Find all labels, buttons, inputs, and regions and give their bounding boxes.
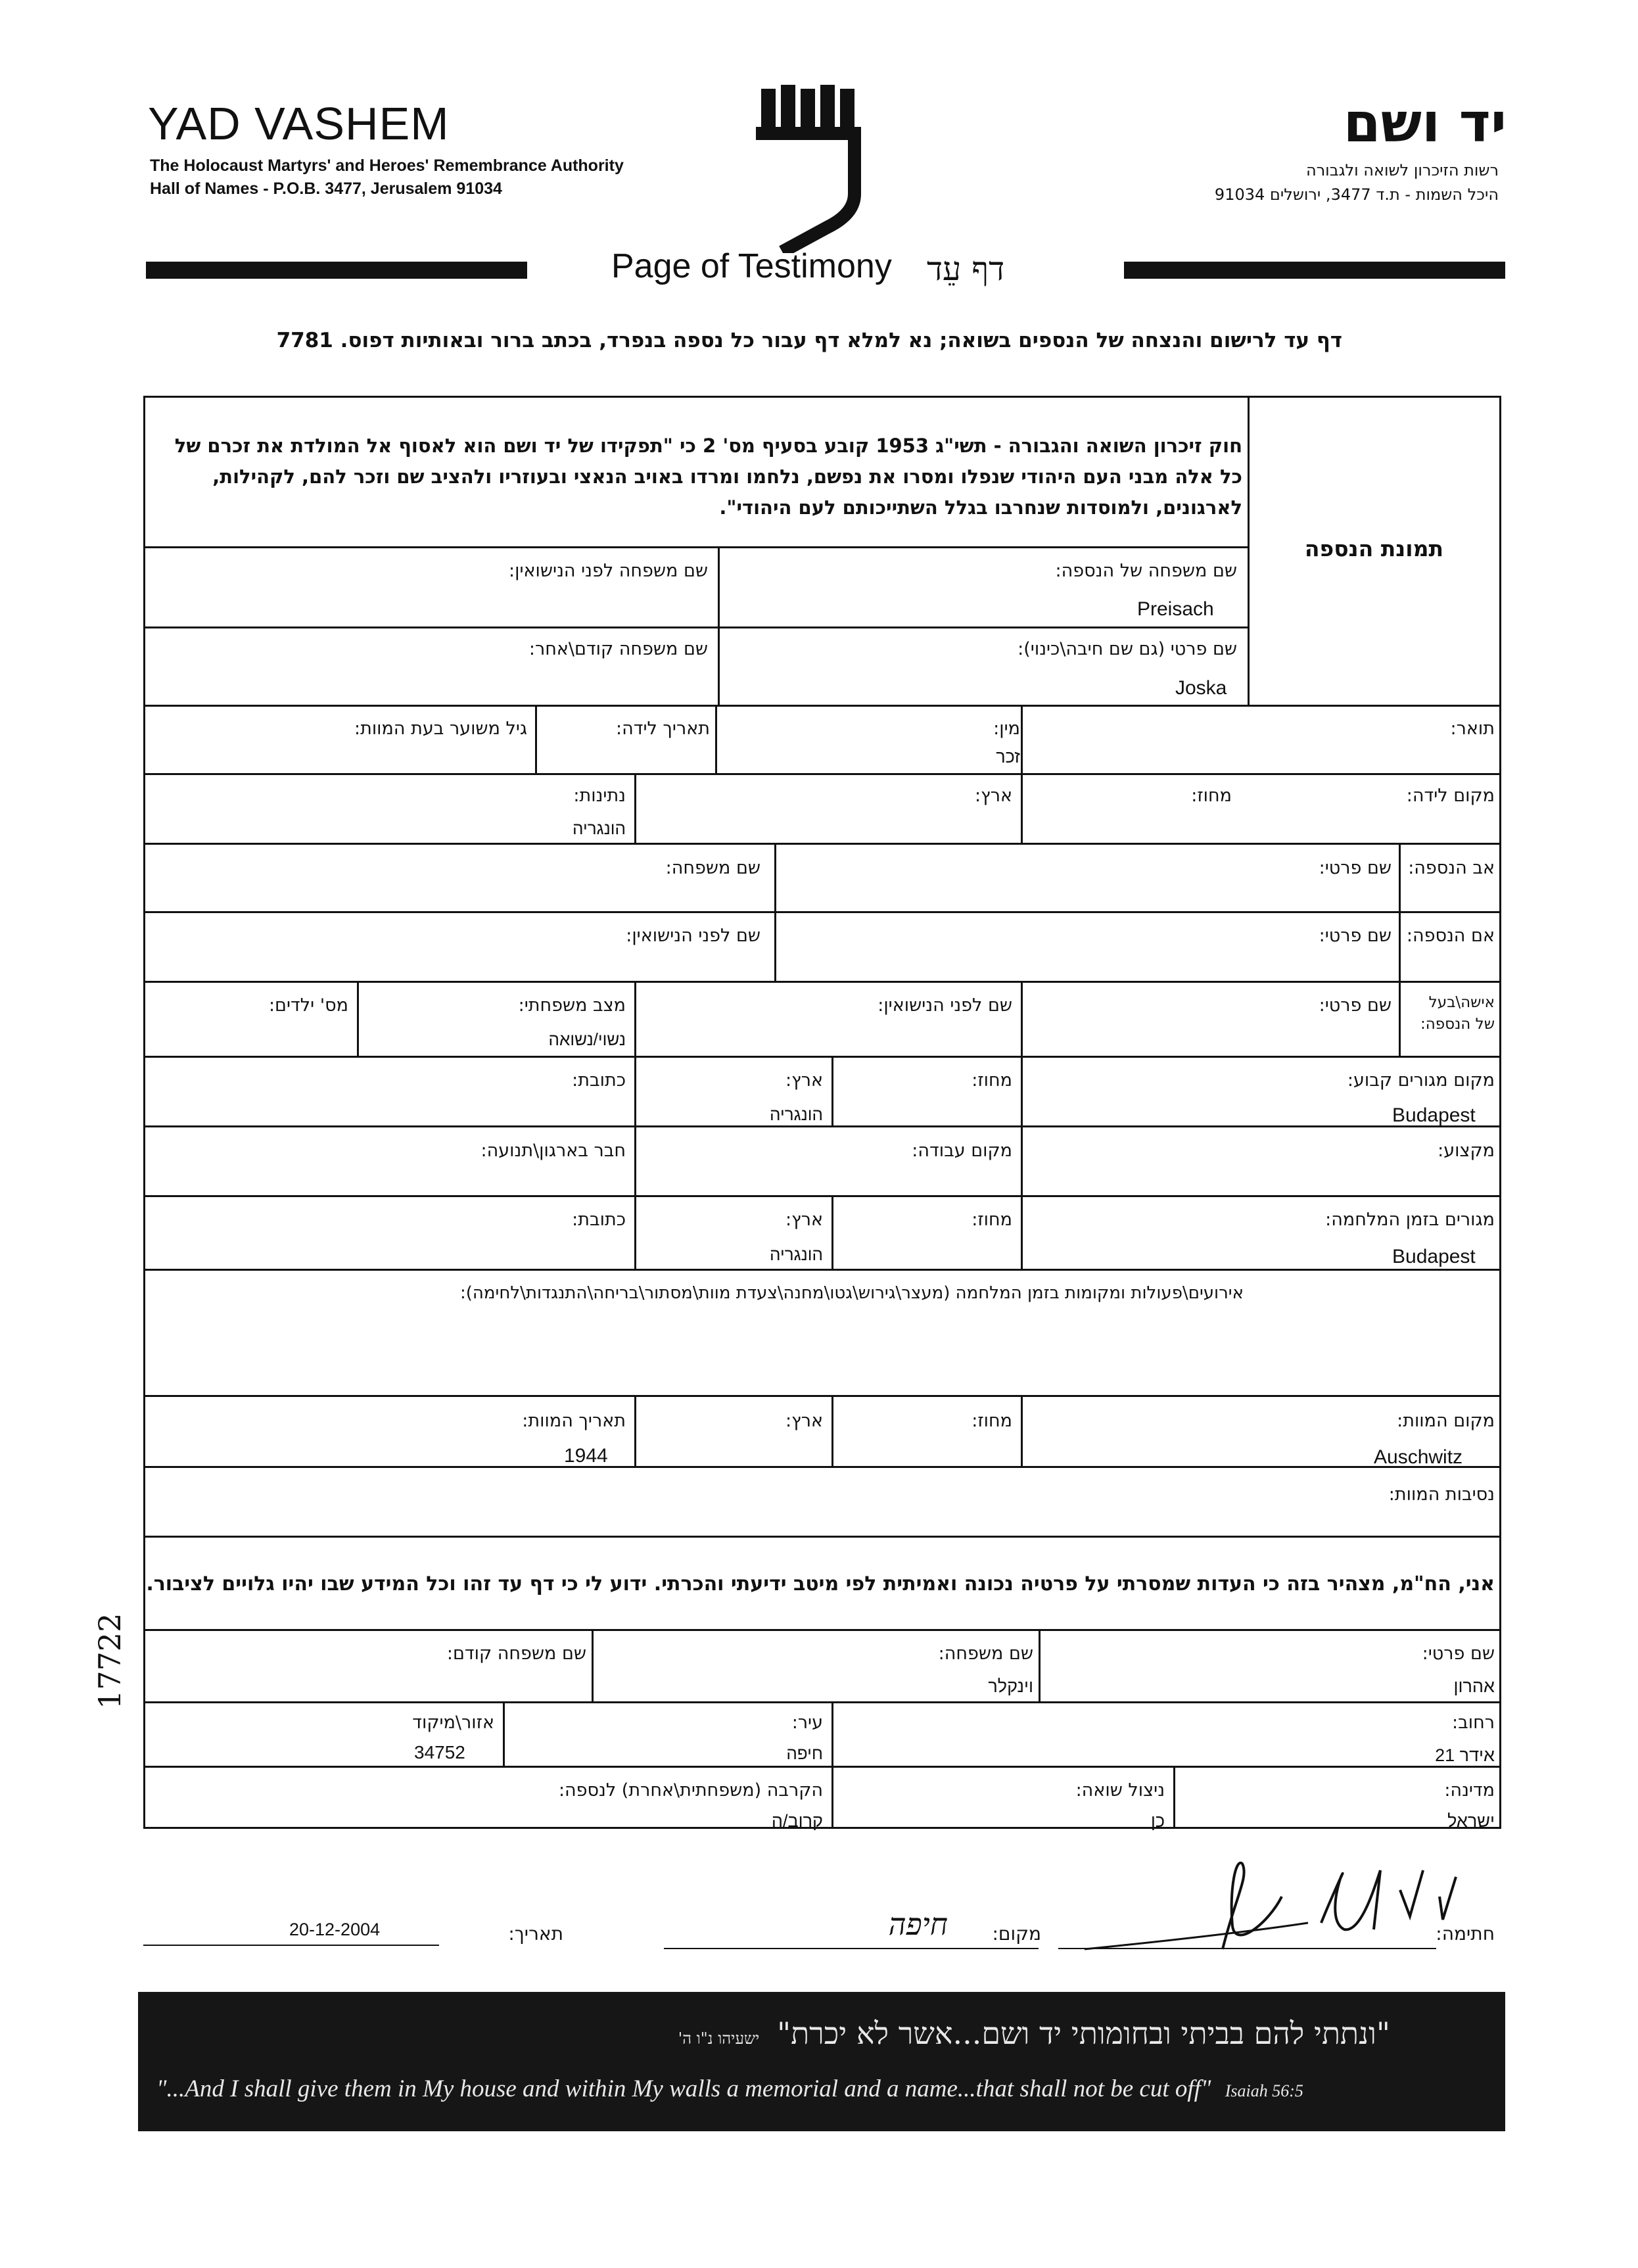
- children-count-label: מס' ילדים:: [268, 995, 348, 1016]
- marital-status-value[interactable]: נשוי/נשואה: [548, 1029, 626, 1049]
- footer-quote-he-text: "ונתתי להם בביתי ובחומותי יד ושם...אשר לא יכרת": [776, 2016, 1390, 2051]
- footer-quote-band: [138, 1992, 1505, 2131]
- divider: [831, 1701, 833, 1767]
- header: [0, 0, 1638, 309]
- workplace-label: מקום עבודה:: [912, 1141, 1012, 1161]
- law-text-line: כל אלה מבני העם היהודי שנפלו ומסרו את נפשם, נלחמו ומרדו באויב הנאצי ובעוזריו ולהציב שם וזכר להם, לקהילות,: [212, 465, 1242, 488]
- divider: [831, 1395, 833, 1467]
- divider: [1399, 843, 1401, 982]
- mother-first-name-label: שם פרטי:: [1319, 926, 1392, 946]
- nationality-label: נתינות:: [573, 786, 626, 806]
- submitter-country-value[interactable]: ישראל: [1447, 1811, 1495, 1831]
- divider: [634, 1195, 636, 1270]
- residence-country-label: ארץ:: [785, 1070, 823, 1091]
- law-text-line: חוק זיכרון השואה והגבורה - תשי"ג 1953 קובע בסעיף מס' 2 כי "תפקידו של יד ושם הוא לאסוף אל המולדת את זכרם של: [174, 435, 1242, 457]
- submitter-zip-value[interactable]: 34752: [414, 1742, 465, 1762]
- place-line: [664, 1948, 1039, 1949]
- submitter-prev-last-name-label: שם משפחה קודם:: [446, 1643, 586, 1664]
- birth-place-label: מקום לידה:: [1406, 786, 1495, 806]
- victim-gender-value[interactable]: זכר: [996, 747, 1020, 767]
- divider: [535, 705, 537, 774]
- handwritten-signature: [1071, 1851, 1505, 1959]
- signature-date-label: תאריך:: [508, 1923, 563, 1945]
- divider: [143, 1766, 1501, 1768]
- submitter-street-label: רחוב:: [1452, 1713, 1495, 1733]
- yad-vashem-logo: [756, 82, 874, 253]
- divider: [634, 1395, 636, 1467]
- divider: [634, 773, 636, 844]
- divider: [143, 1125, 1501, 1127]
- divider: [1173, 1766, 1175, 1829]
- divider: [831, 1195, 833, 1270]
- submitter-last-name-value[interactable]: וינקלר: [988, 1676, 1033, 1696]
- divider: [1021, 1195, 1023, 1270]
- victim-prev-last-name-label: שם משפחה קודם\אחר:: [528, 639, 708, 659]
- wartime-city-value[interactable]: Budapest: [1392, 1246, 1476, 1267]
- divider: [143, 1536, 1501, 1538]
- mother-maiden-name-label: שם לפני הנישואין:: [626, 926, 761, 946]
- title-bar-right: [1124, 262, 1505, 279]
- submitter-zip-label: אזור\מיקוד: [412, 1713, 494, 1733]
- law-text-line: לארגונים, ולמוסדות שנחרבו בגלל השתייכותם לעם היהודי".: [719, 496, 1242, 519]
- divider: [143, 1056, 1501, 1058]
- signature-place-value[interactable]: חיפה: [888, 1906, 948, 1942]
- submitter-first-name-label: שם פרטי:: [1422, 1643, 1495, 1664]
- divider: [1399, 981, 1401, 1057]
- declaration-text: אני, הח"מ, מצהיר בזה כי העדות שמסרתי על פרטיה נכונה ואמיתית לפי מיטב ידיעתי והכרתי. ידוע לי כי דף עד זהו וכל המידע שבו יהיו גלויים לציבור.: [146, 1572, 1495, 1595]
- divider: [143, 1395, 1501, 1397]
- residence-address-label: כתובת:: [572, 1070, 626, 1091]
- residence-label: מקום מגורים קבוע:: [1347, 1070, 1495, 1091]
- death-place-value[interactable]: Auschwitz: [1374, 1446, 1463, 1468]
- divider: [143, 705, 1501, 707]
- divider: [774, 843, 776, 982]
- marital-status-label: מצב משפחתי:: [518, 995, 626, 1016]
- victim-first-name-value[interactable]: Joska: [1175, 677, 1227, 699]
- divider: [634, 981, 636, 1057]
- footer-quote-he-ref: ישעיהו נ"ו ה': [678, 2029, 760, 2048]
- victim-last-name-label: שם משפחה של הנספה:: [1055, 561, 1237, 581]
- title-en: Page of Testimony: [611, 247, 892, 285]
- profession-label: מקצוע:: [1438, 1141, 1495, 1161]
- victim-first-name-label: שם פרטי (גם שם חיבה\כינוי):: [1018, 639, 1237, 659]
- spouse-label-cont: של הנספה:: [1420, 1016, 1495, 1033]
- signature-place-label: מקום:: [992, 1923, 1041, 1945]
- divider: [718, 546, 720, 706]
- divider: [1021, 981, 1023, 1057]
- father-first-name-label: שם פרטי:: [1319, 858, 1392, 878]
- org-address-he: היכל השמות - ת.ד 3477, ירושלים 91034: [1214, 185, 1499, 204]
- residence-city-value[interactable]: Budapest: [1392, 1104, 1476, 1126]
- title-he: דף עֵד: [927, 250, 1005, 288]
- divider: [143, 1269, 1501, 1271]
- residence-district-label: מחוז:: [971, 1070, 1012, 1091]
- submitter-city-label: עיר:: [791, 1713, 823, 1733]
- divider: [143, 843, 1501, 845]
- divider: [715, 705, 717, 774]
- divider: [1021, 773, 1023, 844]
- form-instructions: דף עד לרישום והנצחה של הנספים בשואה; נא למלא דף עבור כל נספה בנפרד, בכתב ברור ובאותיות דפוס. 7781: [276, 329, 1342, 352]
- wartime-district-label: מחוז:: [971, 1210, 1012, 1230]
- death-district-label: מחוז:: [971, 1411, 1012, 1431]
- victim-maiden-name-label: שם משפחה לפני הנישואין:: [509, 561, 708, 581]
- divider: [831, 1056, 833, 1127]
- birth-district-label: מחוז:: [1191, 786, 1232, 806]
- relation-to-victim-label: הקרבה (משפחתית\אחרת) לנספה:: [558, 1780, 823, 1801]
- residence-country-value[interactable]: הונגריה: [770, 1104, 823, 1124]
- date-line: [143, 1945, 439, 1946]
- divider: [634, 1125, 636, 1196]
- victim-birth-date-label: תאריך לידה:: [615, 719, 710, 739]
- divider: [592, 1629, 594, 1703]
- divider: [831, 1766, 833, 1829]
- wartime-address-label: כתובת:: [572, 1210, 626, 1230]
- wartime-events-field[interactable]: [146, 1311, 1499, 1394]
- wartime-country-value[interactable]: הונגריה: [770, 1244, 823, 1264]
- victim-gender-label: מין:: [993, 719, 1020, 739]
- divider: [143, 773, 1501, 775]
- relation-to-victim-value[interactable]: קרוב/ה: [771, 1811, 823, 1831]
- spouse-maiden-name-label: שם לפני הנישואין:: [878, 995, 1012, 1016]
- submitter-country-label: מדינה:: [1444, 1780, 1495, 1801]
- submitter-city-value[interactable]: חיפה: [786, 1743, 823, 1763]
- submitter-last-name-label: שם משפחה:: [938, 1643, 1033, 1664]
- wartime-events-label: אירועים\פעולות ומקומות בזמן המלחמה (מעצר\גירוש\גטו\מחנה\צעדת מוות\מסתור\בריחה\התנגדות\לחימה):: [460, 1283, 1244, 1303]
- divider: [1021, 1395, 1023, 1467]
- father-label: אב הנספה:: [1408, 858, 1495, 878]
- holocaust-survivor-value[interactable]: כן: [1150, 1811, 1165, 1831]
- death-date-value[interactable]: 1944: [564, 1445, 608, 1467]
- divider: [1021, 1056, 1023, 1127]
- signature-date-value[interactable]: 20-12-2004: [289, 1920, 381, 1939]
- org-address-en: Hall of Names - P.O.B. 3477, Jerusalem 91034: [150, 179, 502, 198]
- victim-age-at-death-label: גיל משוער בעת המוות:: [354, 719, 527, 739]
- birth-country-label: ארץ:: [975, 786, 1012, 806]
- signature-label: חתימה:: [1436, 1923, 1495, 1945]
- death-country-label: ארץ:: [785, 1411, 823, 1431]
- nationality-value[interactable]: הונגריה: [573, 818, 626, 838]
- divider: [143, 911, 1501, 913]
- footer-quote-en-text: "...And I shall give them in My house and within My walls a memorial and a name...that shall not be cut off": [156, 2075, 1211, 2102]
- law-text: [151, 431, 1242, 523]
- divider: [1021, 1125, 1023, 1196]
- death-place-label: מקום המוות:: [1397, 1411, 1495, 1431]
- organization-member-label: חבר בארגון\תנועה:: [480, 1141, 626, 1161]
- footer-quote-he: [678, 2016, 1390, 2051]
- death-date-label: תאריך המוות:: [522, 1411, 626, 1431]
- org-subtitle-he: רשות הזיכרון לשואה ולגבורה: [1305, 161, 1499, 179]
- org-subtitle-en: The Holocaust Martyrs' and Heroes' Remembrance Authority: [150, 156, 624, 175]
- divider: [1039, 1629, 1041, 1703]
- mother-label: אם הנספה:: [1406, 926, 1495, 946]
- divider: [143, 626, 1249, 628]
- divider: [143, 1629, 1501, 1631]
- submitter-first-name-value[interactable]: אהרון: [1453, 1676, 1495, 1696]
- divider: [503, 1701, 505, 1767]
- photo-label: תמונת הנספה: [1304, 536, 1443, 561]
- org-name-en: YAD VASHEM: [148, 98, 450, 149]
- spouse-first-name-label: שם פרטי:: [1319, 995, 1392, 1016]
- divider: [143, 981, 1501, 983]
- title-bar-left: [146, 262, 527, 279]
- margin-number: 17722: [92, 1613, 128, 1709]
- victim-title-label: תואר:: [1450, 719, 1495, 739]
- death-circumstances-label: נסיבות המוות:: [1388, 1484, 1495, 1505]
- footer-quote-en-ref: Isaiah 56:5: [1225, 2081, 1303, 2100]
- victim-last-name-value[interactable]: Preisach: [1137, 598, 1214, 620]
- divider: [143, 1195, 1501, 1197]
- spouse-label: אישה\בעל: [1428, 994, 1495, 1011]
- submitter-street-value[interactable]: אידר 21: [1435, 1745, 1495, 1765]
- divider: [143, 546, 1249, 548]
- divider: [143, 1466, 1501, 1468]
- footer-quote-en: [156, 2075, 1303, 2103]
- holocaust-survivor-label: ניצול שואה:: [1075, 1780, 1165, 1801]
- father-last-name-label: שם משפחה:: [665, 858, 761, 878]
- divider: [357, 981, 359, 1057]
- divider: [1021, 705, 1023, 774]
- divider: [143, 1701, 1501, 1703]
- wartime-country-label: ארץ:: [785, 1210, 823, 1230]
- org-name-he: יד ושם: [1343, 92, 1507, 154]
- divider: [634, 1056, 636, 1127]
- wartime-residence-label: מגורים בזמן המלחמה:: [1325, 1210, 1495, 1230]
